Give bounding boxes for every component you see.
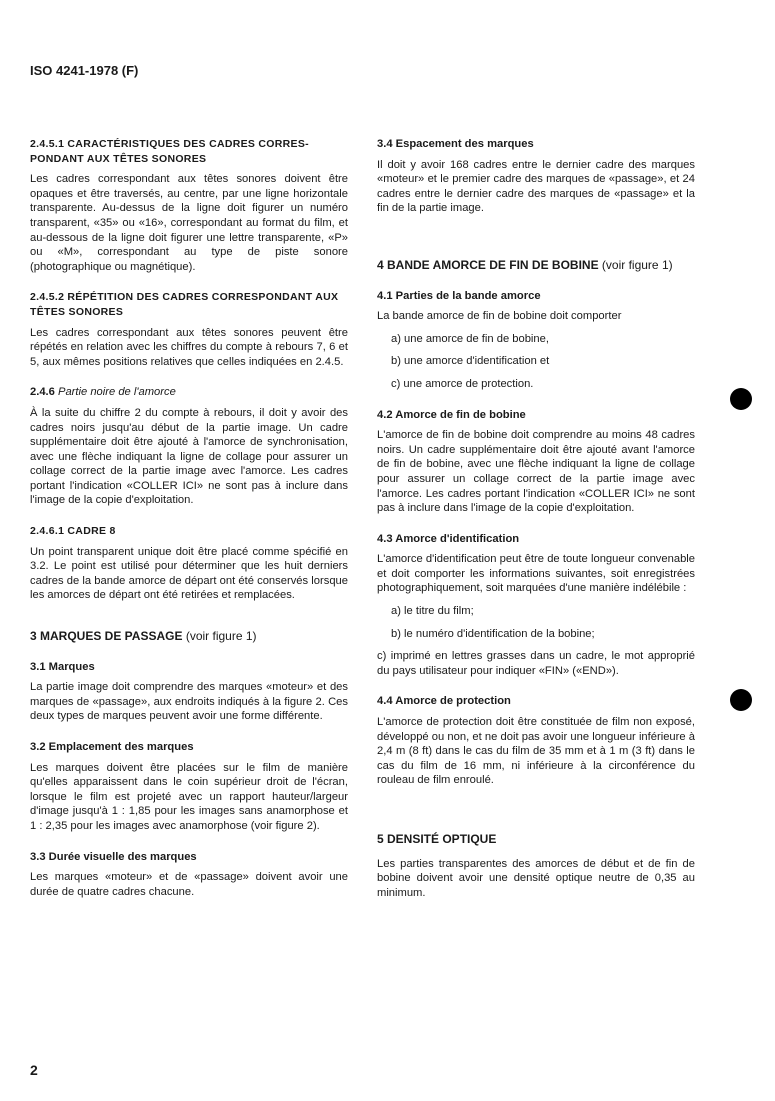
heading-4-title: 4 BANDE AMORCE DE FIN DE BOBINE — [377, 257, 599, 272]
heading-4-ref: (voir figure 1) — [601, 257, 673, 272]
heading-5: 5 DENSITÉ OPTIQUE — [377, 832, 497, 846]
list-item-4-3-c: c) imprimé en lettres grasses dans un cadre, le mot approprié du pays utilisateur pour indiquer «FIN» («END»). — [377, 650, 695, 677]
right-column — [377, 137, 695, 900]
heading-2-4-6-title: Partie noire de l'amorce — [58, 386, 176, 399]
margin-marker-dot-upper — [730, 388, 752, 410]
page-number: 2 — [30, 1062, 38, 1078]
paragraph-3-4: Il doit y avoir 168 cadres entre le dernier cadre des marques «moteur» et le premier cadre des marques de «passage», et 24 cadres entre le dernier cadre des marques de «passage» et la fin de la partie image. — [377, 158, 695, 215]
list-item-4-3-b: b) le numéro d'identification de la bobine; — [391, 627, 595, 640]
list-item-4-3-a: a) le titre du film; — [391, 605, 474, 618]
heading-3-3: 3.3 Durée visuelle des marques — [30, 850, 197, 863]
heading-2-4-5-2: 2.4.5.2 RÉPÉTITION DES CADRES CORRESPONDANT AUX TÊTES SONORES — [30, 291, 339, 318]
paragraph-2-4-5-1: Les cadres correspondant aux têtes sonores doivent être opaques et être traversés, au centre, par une ligne horizontale transparente. Au-dessus de la ligne doit figurer un numéro transparent, «35» ou «16», correspondant au format du film, et au-dessous de la ligne doit figurer une lettre transparente, «P» ou «M», correspondant au type de piste sonore (photographique ou magnétique). — [30, 173, 348, 273]
paragraph-3-1: La partie image doit comprendre des marques «moteur» et des marques de «passage», aux endroits indiqués à la figure 2. Ces deux types de marques peuvent avoir une forme différente. — [30, 681, 348, 723]
paragraph-4-1-intro: La bande amorce de fin de bobine doit comporter — [377, 310, 622, 323]
heading-2-4-6-number: 2.4.6 — [30, 386, 55, 399]
paragraph-4-3: L'amorce d'identification peut être de toute longueur convenable et doit comporter les informations suivantes, soit enregistrées photographiquement, soit marquées d'une manière indélébile : — [377, 553, 695, 595]
heading-4-2: 4.2 Amorce de fin de bobine — [377, 408, 526, 421]
margin-marker-dot-lower — [730, 689, 752, 711]
left-column — [30, 137, 348, 899]
paragraph-3-3: Les marques «moteur» et de «passage» doivent avoir une durée de quatre cadres chacune. — [30, 871, 348, 898]
heading-2-4-5-1: 2.4.5.1 CARACTÉRISTIQUES DES CADRES CORRES-PONDANT AUX TÊTES SONORES — [30, 138, 309, 165]
paragraph-5: Les parties transparentes des amorces de début et de fin de bobine doivent avoir une densité optique neutre de 0,35 au minimum. — [377, 857, 695, 899]
paragraph-2-4-6-1: Un point transparent unique doit être placé comme spécifié en 3.2. Le point est utilisé pour déterminer que les huit derniers cadres de la bande amorce de départ ont été conservés lorsque les amorces de départ ont été retirées et remplacées. — [30, 545, 348, 602]
heading-4 — [377, 258, 695, 273]
document-id: ISO 4241-1978 (F) — [30, 63, 139, 78]
heading-3-1: 3.1 Marques — [30, 660, 95, 673]
list-item-4-1-b: b) une amorce d'identification et — [391, 355, 550, 368]
list-item-4-1-a: a) une amorce de fin de bobine, — [391, 332, 549, 345]
heading-4-3: 4.3 Amorce d'identification — [377, 532, 520, 545]
paragraph-3-2: Les marques doivent être placées sur le film de manière qu'elles apparaissent dans le coin supérieur droit de l'écran, lorsque le film est projeté avec un rapport hauteur/largeur d'image jusqu'à 1 : 1,85 pour les images sans anamorphose et 1 : 2,35 pour les images avec anamorphose (voir figure 2). — [30, 761, 348, 832]
heading-4-1: 4.1 Parties de la bande amorce — [377, 289, 541, 302]
paragraph-2-4-6: À la suite du chiffre 2 du compte à rebours, il doit y avoir des cadres noirs jusqu'au début de la partie image. Un cadre supplémentaire doit être ajouté à l'amorce de synchronisation, avec une flèche indiquant la ligne de collage pour assurer un collage correct de la partie image avec l'amorce. Les cadres portant l'indication «COLLER ICI» ne sont pas à inclure dans l'image de la copie d'exploitation. — [30, 406, 348, 507]
heading-3 — [30, 629, 348, 644]
paragraph-4-4: L'amorce de protection doit être constituée de film non exposé, développé ou non, et ne doit pas avoir une longueur inférieure à 2,4 m (8 ft) dans le cas du film de 35 mm et à 1 m (3 ft) dans le cas du film de 16 mm, ni inférieure à la circonférence du rouleau de film enroulé. — [377, 716, 695, 787]
paragraph-4-2: L'amorce de fin de bobine doit comprendre au moins 48 cadres noirs. Un cadre supplémentaire doit être ajouté avant l'amorce de fin de bobine, avec une flèche indiquant la ligne de collage pour assurer un collage correct de la partie image avec l'amorce. Les cadres portant l'indication «COLLER ICI» ne sont pas à inclure dans l'image de la copie d'exploitation. — [377, 429, 695, 515]
paragraph-2-4-5-2: Les cadres correspondant aux têtes sonores peuvent être répétés en relation avec les chiffres du compte à rebours 7, 6 et 5, aux mêmes positions relatives que celles indiquées en 2.4.5. — [30, 326, 348, 368]
heading-4-4: 4.4 Amorce de protection — [377, 695, 511, 708]
heading-3-4: 3.4 Espacement des marques — [377, 138, 534, 150]
heading-3-title: 3 MARQUES DE PASSAGE — [30, 629, 183, 644]
list-item-4-1-c: c) une amorce de protection. — [391, 377, 534, 390]
heading-2-4-6 — [30, 385, 348, 400]
heading-3-ref: (voir figure 1) — [185, 629, 257, 644]
heading-2-4-6-1: 2.4.6.1 CADRE 8 — [30, 525, 116, 538]
heading-3-2: 3.2 Emplacement des marques — [30, 741, 194, 753]
